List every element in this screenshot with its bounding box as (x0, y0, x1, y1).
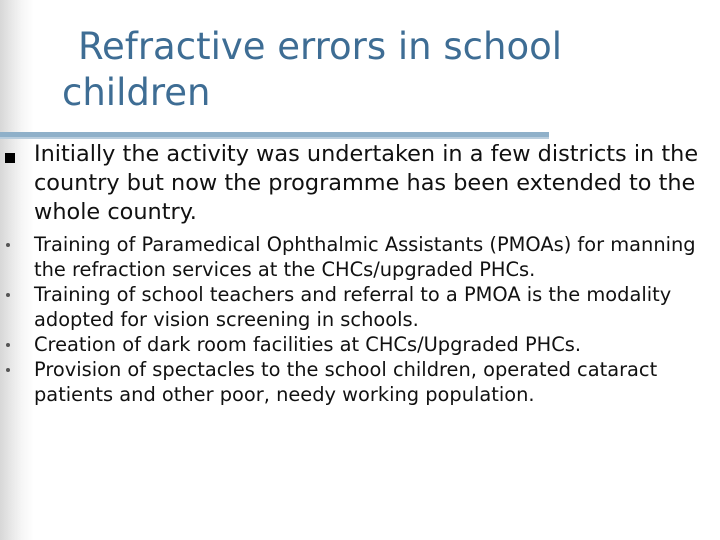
main-bullet-item (0, 140, 720, 227)
dot-bullet-icon (6, 293, 10, 297)
slide-title (62, 24, 702, 116)
main-bullet-text: Initially the activity was undertaken in a few districts in the country but now the programme has been extended to the whole country. (34, 141, 699, 225)
sub-bullet-text: Training of school teachers and referral to a PMOA is the modality adopted for vision screening in schools. (34, 283, 672, 331)
square-bullet-icon (5, 153, 15, 163)
slide-title-line1: Refractive errors in school (78, 25, 562, 68)
sub-bullet-text: Provision of spectacles to the school children, operated cataract patients and other poor, needy working population. (34, 358, 658, 406)
sub-bullet-item (0, 282, 720, 332)
sub-bullet-text: Creation of dark room facilities at CHCs/Upgraded PHCs. (34, 333, 582, 356)
sub-bullet-text: Training of Paramedical Ophthalmic Assistants (PMOAs) for manning the refraction services at the CHCs/upgraded PHCs. (34, 233, 696, 281)
sub-bullet-item (0, 232, 720, 282)
sub-bullet-item (0, 332, 720, 357)
slide-title-line2: children (62, 71, 211, 114)
dot-bullet-icon (6, 343, 10, 347)
title-underline-shadow (0, 137, 549, 139)
slide-body (0, 140, 720, 407)
sub-bullet-item (0, 357, 720, 407)
dot-bullet-icon (6, 243, 10, 247)
dot-bullet-icon (6, 368, 10, 372)
